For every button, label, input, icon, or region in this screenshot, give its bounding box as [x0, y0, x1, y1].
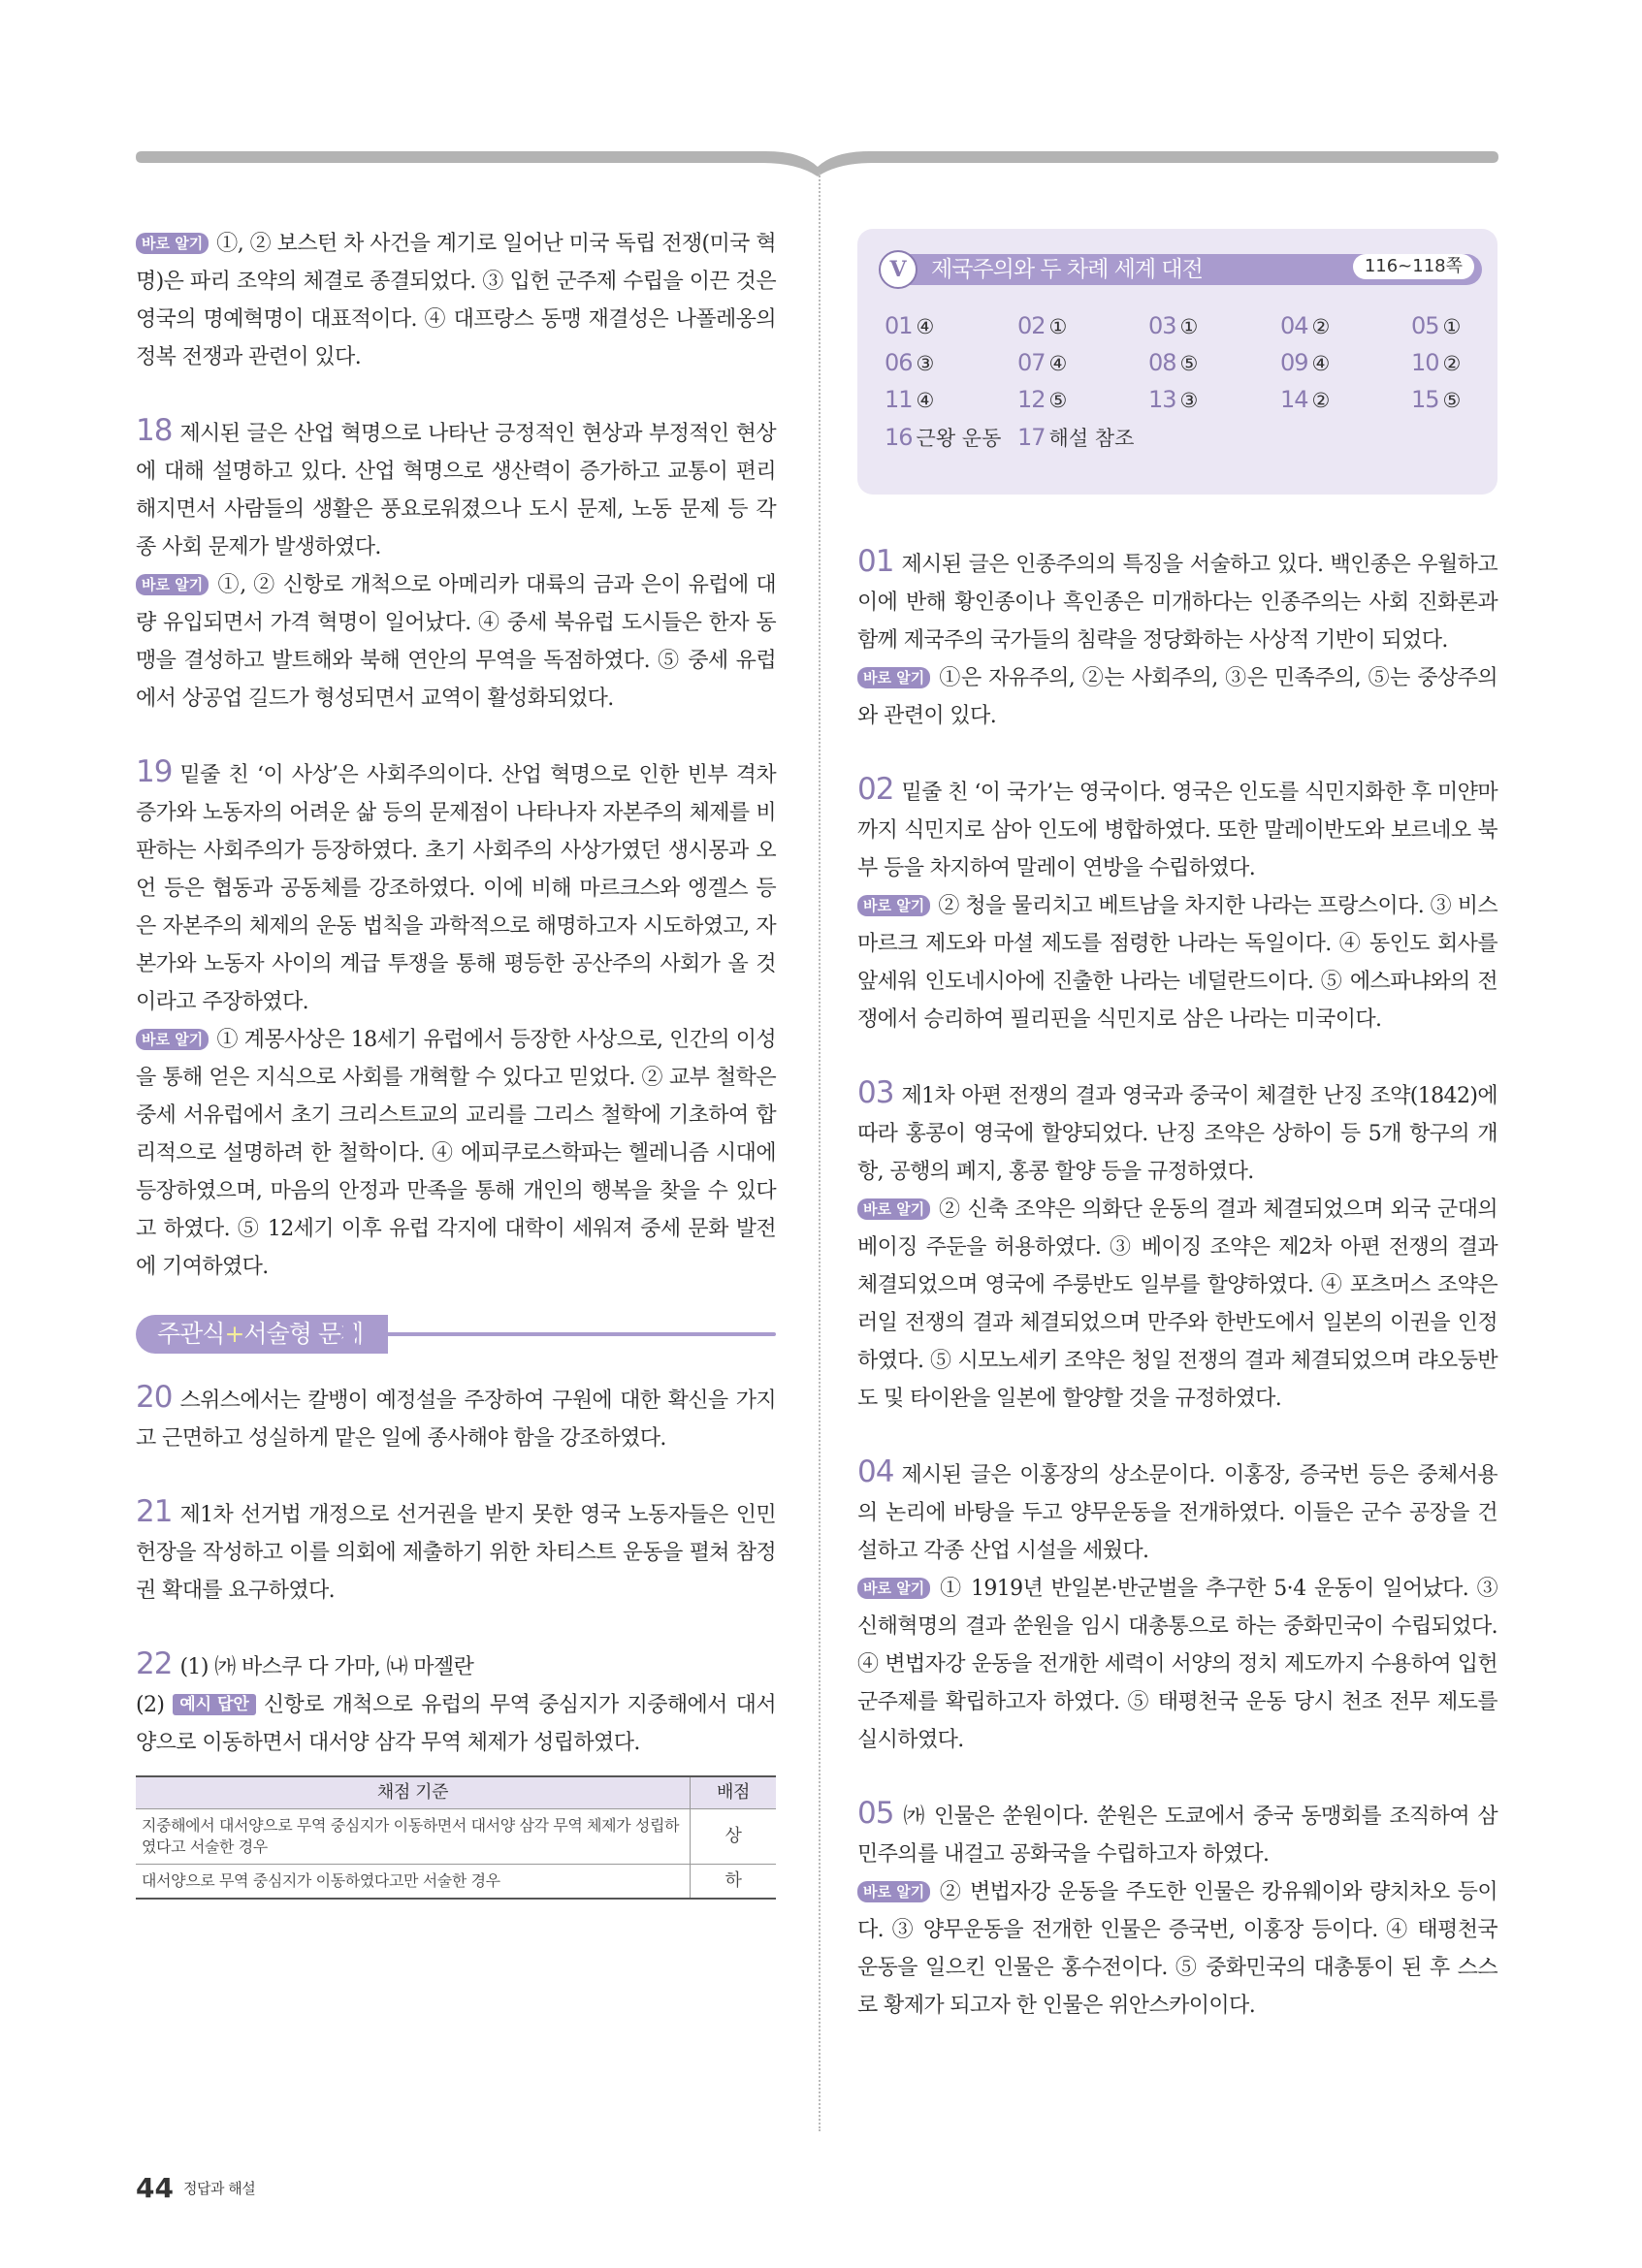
- answer-item: 13 ③: [1148, 386, 1199, 413]
- q22-part1: 22 (1) ㈎ 바스쿠 다 가마, ㈏ 마젤란: [136, 1646, 474, 1681]
- unit-numeral-icon: V: [879, 250, 918, 289]
- scoring-table: [136, 1775, 776, 1900]
- correction-badge: 바로 알기: [857, 895, 930, 916]
- question-number: 21: [136, 1494, 173, 1529]
- question-number: 22: [136, 1646, 173, 1681]
- answer-item: 06 ③: [885, 349, 935, 376]
- right-column: [857, 543, 1497, 2025]
- answer-item: 15 ⑤: [1411, 386, 1462, 413]
- answer-item: 03 ①: [1148, 312, 1199, 339]
- answer-item: 17 해설 참조: [1017, 424, 1135, 451]
- correction-badge: 바로 알기: [136, 574, 209, 595]
- footer-label: 정답과 해설: [182, 2180, 256, 2197]
- q19-correction: 바로 알기 ① 계몽사상은 18세기 유럽에서 등장한 사상으로, 인간의 이성을 통해 얻은 지식으로 사회를 개혁할 수 있다고 믿었다. ② 교부 철학은 중세 서유럽에서 초기 크리스트교의 교리를 그리스 철학에 기초하여 합리적으로 설명하려 한 철학이다. ④ 에피쿠로스학파는 헬레니즘 시대에 등장하였으며, 마음의 안정과 만족을 통해 개인의 행복을 찾을 수 있다고 하였다. ⑤ 12세기 이후 유럽 각지에 대학이 세워져 중세 문화 발전에 기여하였다.: [136, 1028, 776, 1279]
- question-number: 04: [857, 1454, 894, 1489]
- score-cell: 하: [691, 1865, 777, 1900]
- section-arrow-icon: [343, 1315, 359, 1354]
- q04-explanation: 04 제시된 글은 이홍장의 상소문이다. 이홍장, 증국번 등은 중체서용의 논리에 바탕을 두고 양무운동을 전개하였다. 이들은 군수 공장을 건설하고 각종 산업 시설을 세웠다.: [857, 1454, 1497, 1563]
- question-number: 02: [857, 772, 894, 807]
- question-number: 03: [857, 1075, 894, 1110]
- q22-part2: (2) 예시 답안 신항로 개척으로 유럽의 무역 중심지가 지중해에서 대서양으로 이동하면서 대서양 삼각 무역 체제가 성립하였다.: [136, 1693, 776, 1755]
- q18-correction: 바로 알기 ①, ② 신항로 개척으로 아메리카 대륙의 금과 은이 유럽에 대량 유입되면서 가격 혁명이 일어났다. ④ 중세 북유럽 도시들은 한자 동맹을 결성하고 발트해와 북해 연안의 무역을 독점하였다. ⑤ 중세 유럽에서 상공업 길드가 형성되면서 교역이 활성화되었다.: [136, 573, 776, 711]
- q01-correction: 바로 알기 ①은 자유주의, ②는 사회주의, ③은 민족주의, ⑤는 중상주의와 관련이 있다.: [857, 666, 1497, 728]
- question-number: 01: [857, 544, 894, 579]
- answer-key-header: [879, 250, 1482, 287]
- q03-explanation: 03 제1차 아편 전쟁의 결과 영국과 중국이 체결한 난징 조약(1842)에 따라 홍콩이 영국에 할양되었다. 난징 조약은 상하이 등 5개 항구의 개항, 공행의 폐지, 홍콩 할양 등을 규정하였다.: [857, 1075, 1497, 1184]
- correction-badge: 바로 알기: [136, 233, 209, 254]
- section-header: [136, 1315, 776, 1358]
- q17-explanation: 바로 알기 ①, ② 보스턴 차 사건을 계기로 일어난 미국 독립 전쟁(미국 혁명)은 파리 조약의 체결로 종결되었다. ③ 입헌 군주제 수립을 이끈 것은 영국의 명예혁명이 대표적이다. ④ 대프랑스 동맹 재결성은 나폴레옹의 정복 전쟁과 관련이 있다.: [136, 232, 776, 369]
- question-number: 20: [136, 1380, 173, 1415]
- question-number: 18: [136, 413, 173, 448]
- answer-item: 14 ②: [1280, 386, 1331, 413]
- correction-badge: 바로 알기: [857, 667, 930, 688]
- answer-item: 16 근왕 운동: [885, 424, 1002, 451]
- table-header-score: 배점: [691, 1776, 777, 1809]
- page-number: 44: [136, 2172, 174, 2204]
- q02-explanation: 02 밑줄 친 ‘이 국가’는 영국이다. 영국은 인도를 식민지화한 후 미얀마까지 식민지로 삼아 인도에 병합하였다. 또한 말레이반도와 보르네오 북부 등을 차지하여 말레이 연방을 수립하였다.: [857, 772, 1497, 880]
- answer-item: 08 ⑤: [1148, 349, 1199, 376]
- answer-item: 05 ①: [1411, 312, 1462, 339]
- correction-badge: 바로 알기: [136, 1029, 209, 1050]
- question-number: 19: [136, 754, 173, 789]
- answer-key-box: [857, 229, 1497, 495]
- answer-item: 02 ①: [1017, 312, 1068, 339]
- answer-item: 10 ②: [1411, 349, 1462, 376]
- table-row: [136, 1865, 776, 1900]
- answer-item: 01 ④: [885, 312, 935, 339]
- score-cell: 상: [691, 1809, 777, 1865]
- q05-correction: 바로 알기 ② 변법자강 운동을 주도한 인물은 캉유웨이와 량치차오 등이다. ③ 양무운동을 전개한 인물은 증국번, 이홍장 등이다. ④ 태평천국 운동을 일으킨 인물은 홍수전이다. ⑤ 중화민국의 대총통이 된 후 스스로 황제가 되고자 한 인물은 위안스카이이다.: [857, 1880, 1497, 2018]
- q20-explanation: 20 스위스에서는 칼뱅이 예정설을 주장하여 구원에 대한 확신을 가지고 근면하고 성실하게 맡은 일에 종사해야 함을 강조하였다.: [136, 1380, 776, 1451]
- q18-explanation: 18 제시된 글은 산업 혁명으로 나타난 긍정적인 현상과 부정적인 현상에 대해 설명하고 있다. 산업 혁명으로 생산력이 증가하고 교통이 편리해지면서 사람들의 생활은 풍요로워졌으나 도시 문제, 노동 문제 등 각종 사회 문제가 발생하였다.: [136, 413, 776, 559]
- answer-item: 07 ④: [1017, 349, 1068, 376]
- q05-explanation: 05 ㈎ 인물은 쑨원이다. 쑨원은 도쿄에서 중국 동맹회를 조직하여 삼민주의를 내걸고 공화국을 수립하고자 하였다.: [857, 1796, 1497, 1867]
- column-divider: [819, 173, 821, 2131]
- q02-correction: 바로 알기 ② 청을 물리치고 베트남을 차지한 나라는 프랑스이다. ③ 비스마르크 제도와 마셜 제도를 점령한 나라는 독일이다. ④ 동인도 회사를 앞세워 인도네시아에 진출한 나라는 네덜란드이다. ⑤ 에스파냐와의 전쟁에서 승리하여 필리핀을 식민지로 삼은 나라는 미국이다.: [857, 894, 1497, 1032]
- table-header-criteria: 채점 기준: [136, 1776, 691, 1809]
- answer-item: 12 ⑤: [1017, 386, 1068, 413]
- criteria-cell: 지중해에서 대서양으로 무역 중심지가 이동하면서 대서양 삼각 무역 체제가 성립하였다고 서술한 경우: [136, 1809, 691, 1865]
- section-title: 주관식+서술형 문제: [136, 1315, 388, 1354]
- question-number: 05: [857, 1796, 894, 1831]
- answer-item: 04 ②: [1280, 312, 1331, 339]
- correction-badge: 바로 알기: [857, 1881, 930, 1902]
- table-row: [136, 1809, 776, 1865]
- q21-explanation: 21 제1차 선거법 개정으로 선거권을 받지 못한 영국 노동자들은 인민헌장을 작성하고 이를 의회에 제출하기 위한 차티스트 운동을 펼쳐 참정권 확대를 요구하였다.: [136, 1494, 776, 1603]
- answer-item: 11 ④: [885, 386, 935, 413]
- left-column: [136, 225, 776, 1900]
- top-banner: [136, 145, 1498, 178]
- correction-badge: 바로 알기: [857, 1578, 930, 1599]
- q19-explanation: 19 밑줄 친 ‘이 사상’은 사회주의이다. 산업 혁명으로 인한 빈부 격차 증가와 노동자의 어려운 삶 등의 문제점이 나타나자 자본주의 체제를 비판하는 사회주의가 등장하였다. 초기 사회주의 사상가였던 생시몽과 오언 등은 협동과 공동체를 강조하였다. 이에 비해 마르크스와 엥겔스 등은 자본주의 체제의 운동 법칙을 과학적으로 해명하고자 시도하였고, 자본가와 노동자 사이의 계급 투쟁을 통해 평등한 공산주의 사회가 올 것이라고 주장하였다.: [136, 754, 776, 1014]
- section-line: [349, 1332, 776, 1336]
- criteria-cell: 대서양으로 무역 중심지가 이동하였다고만 서술한 경우: [136, 1865, 691, 1900]
- page-range: 116~118쪽: [1353, 254, 1474, 279]
- page-footer: [136, 2172, 255, 2204]
- q03-correction: 바로 알기 ② 신축 조약은 의화단 운동의 결과 체결되었으며 외국 군대의 베이징 주둔을 허용하였다. ③ 베이징 조약은 제2차 아편 전쟁의 결과 체결되었으며 영국에 주룽반도 일부를 할양하였다. ④ 포츠머스 조약은 러일 전쟁의 결과 체결되었으며 만주와 한반도에서 일본의 이권을 인정하였다. ⑤ 시모노세키 조약은 청일 전쟁의 결과 체결되었으며 랴오둥반도 및 타이완을 일본에 할양할 것을 규정하였다.: [857, 1198, 1497, 1411]
- q04-correction: 바로 알기 ① 1919년 반일본·반군벌을 추구한 5·4 운동이 일어났다. ③ 신해혁명의 결과 쑨원을 임시 대총통으로 하는 중화민국이 수립되었다. ④ 변법자강 운동을 전개한 세력이 서양의 정치 제도까지 수용하여 입헌 군주제를 확립하고자 하였다. ⑤ 태평천국 운동 당시 천조 전무 제도를 실시하였다.: [857, 1577, 1497, 1752]
- answer-item: 09 ④: [1280, 349, 1331, 376]
- example-answer-badge: 예시 답안: [173, 1694, 256, 1715]
- q01-explanation: 01 제시된 글은 인종주의의 특징을 서술하고 있다. 백인종은 우월하고 이에 반해 황인종이나 흑인종은 미개하다는 인종주의는 사회 진화론과 함께 제국주의 국가들의 침략을 정당화하는 사상적 기반이 되었다.: [857, 544, 1497, 653]
- unit-title: 제국주의와 두 차례 세계 대전: [908, 254, 1482, 285]
- correction-badge: 바로 알기: [857, 1198, 930, 1220]
